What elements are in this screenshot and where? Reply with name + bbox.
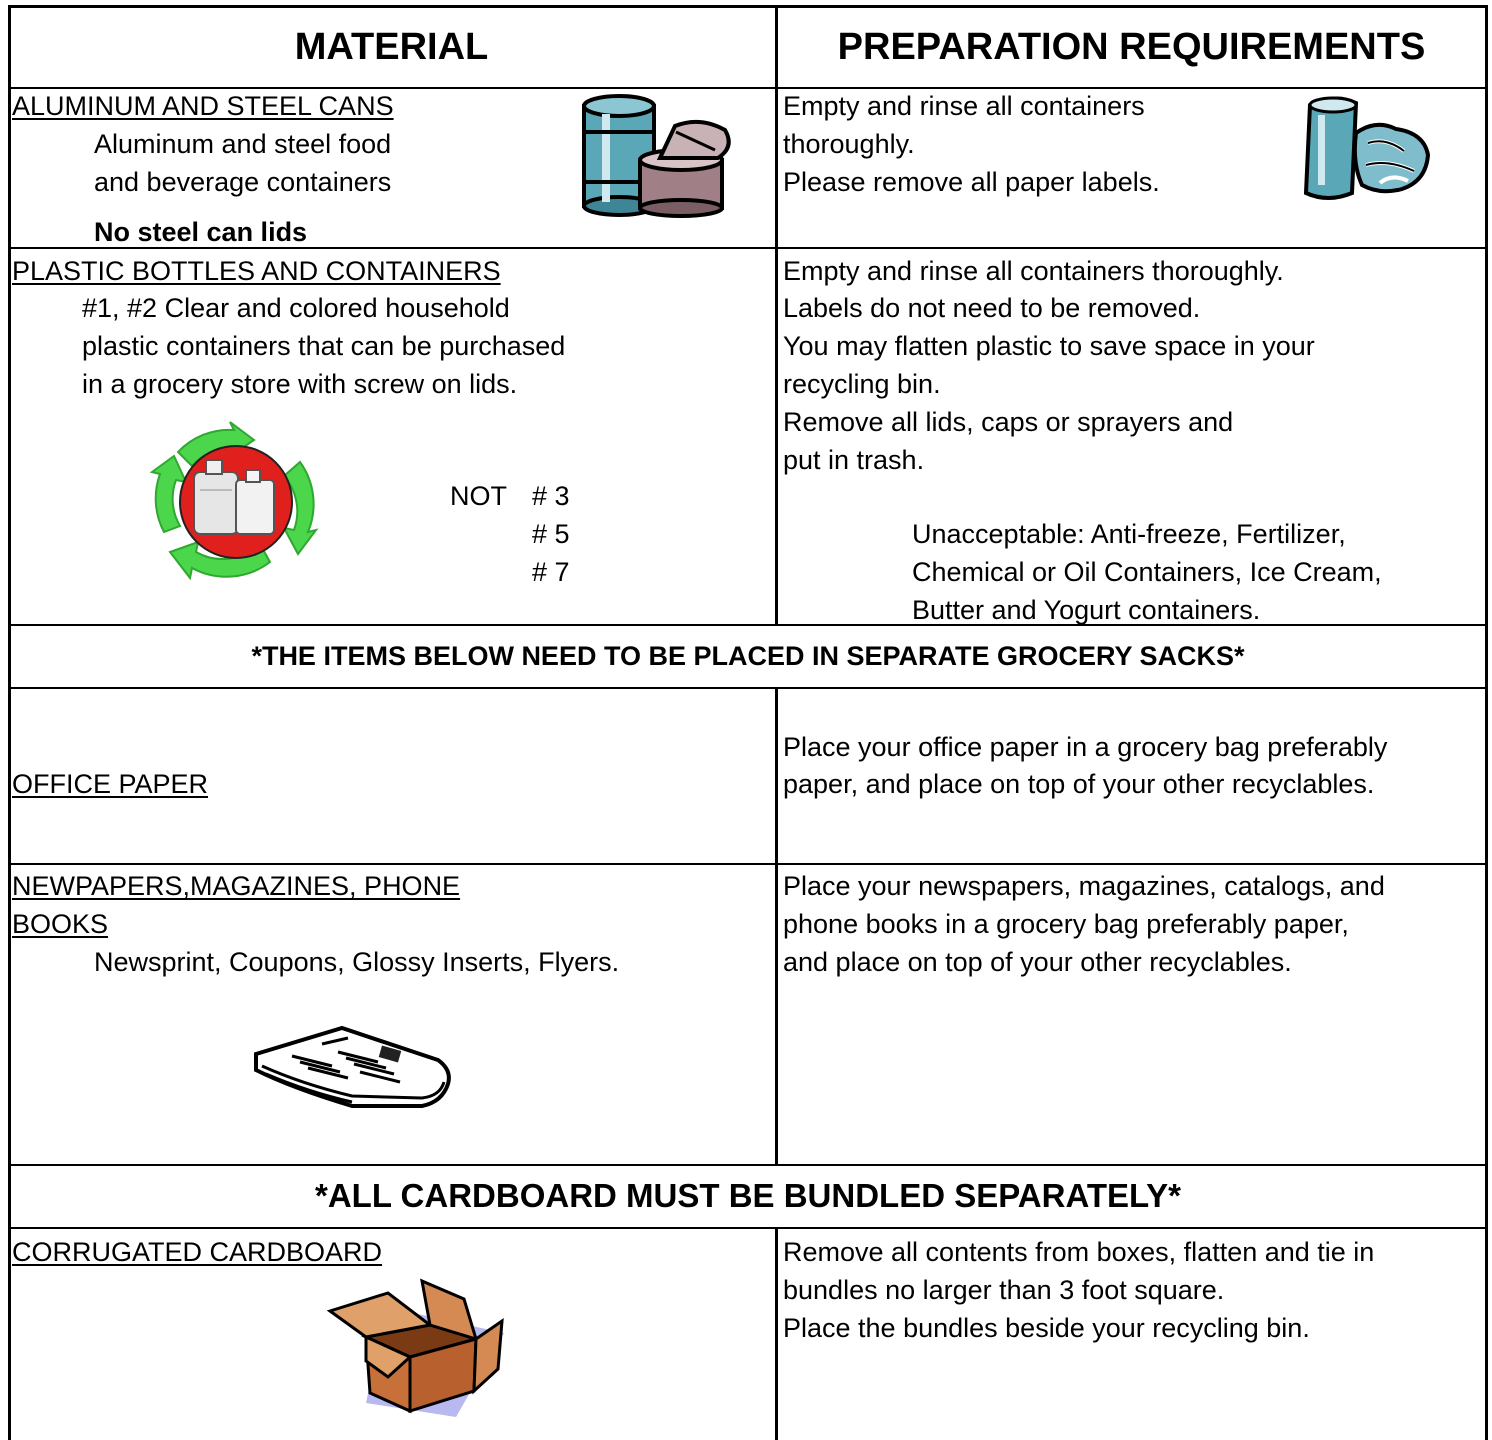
row-line-news xyxy=(8,1164,1488,1166)
newspaper-icon xyxy=(252,1026,454,1108)
row-line-plastic xyxy=(8,624,1488,626)
news-desc: Newsprint, Coupons, Glossy Inserts, Flyers. xyxy=(94,947,620,977)
column-divider-top xyxy=(775,5,778,625)
plastic-prep-line2: Labels do not need to be removed. xyxy=(783,293,1201,323)
cans-prep-line3: Please remove all paper labels. xyxy=(783,167,1160,197)
header-material: MATERIAL xyxy=(294,26,489,68)
column-divider-bottom xyxy=(775,1228,778,1440)
column-divider-middle xyxy=(775,688,778,1165)
office-prep-line1: Place your office paper in a grocery bag preferably xyxy=(783,732,1388,762)
office-prep-line2: paper, and place on top of your other recyclables. xyxy=(783,769,1375,799)
plastic-prep-line4: recycling bin. xyxy=(783,369,941,399)
office-title: OFFICE PAPER xyxy=(12,769,209,799)
banner-grocery-sacks: *THE ITEMS BELOW NEED TO BE PLACED IN SEPARATE GROCERY SACKS* xyxy=(251,641,1245,671)
cardboard-box-icon xyxy=(326,1277,510,1419)
plastic-desc-line2: plastic containers that can be purchased xyxy=(82,331,566,361)
cardboard-title: CORRUGATED CARDBOARD xyxy=(12,1237,383,1267)
news-title-line2: BOOKS xyxy=(12,909,109,939)
cans-desc-line2: and beverage containers xyxy=(94,167,392,197)
table-border-right xyxy=(1485,5,1488,1440)
plastic-not-5: # 5 xyxy=(532,519,570,549)
plastic-unacceptable-line1: Unacceptable: Anti-freeze, Fertilizer, xyxy=(912,519,1346,549)
header-preparation: PREPARATION REQUIREMENTS xyxy=(837,26,1426,68)
row-line-office xyxy=(8,863,1488,865)
plastic-not-label: NOT xyxy=(450,481,507,511)
news-title-line1: NEWPAPERS,MAGAZINES, PHONE xyxy=(12,871,461,901)
cardboard-prep-line2: bundles no larger than 3 foot square. xyxy=(783,1275,1225,1305)
crushed-can-icon xyxy=(1296,93,1436,203)
plastic-prep-line5: Remove all lids, caps or sprayers and xyxy=(783,407,1234,437)
cans-desc-line1: Aluminum and steel food xyxy=(94,129,392,159)
table-border-top xyxy=(8,5,1488,8)
table-border-left xyxy=(8,5,11,1440)
row-line-banner-cardboard xyxy=(8,1227,1488,1229)
cans-prep-line2: thoroughly. xyxy=(783,129,915,159)
plastic-prep-line6: put in trash. xyxy=(783,445,925,475)
row-line-header xyxy=(8,87,1488,89)
plastic-title: PLASTIC BOTTLES AND CONTAINERS xyxy=(12,256,501,286)
banner-cardboard: *ALL CARDBOARD MUST BE BUNDLED SEPARATELY* xyxy=(315,1177,1181,1214)
plastic-prep-line3: You may flatten plastic to save space in your xyxy=(783,331,1315,361)
plastic-not-3: # 3 xyxy=(532,481,570,511)
plastic-unacceptable-line3: Butter and Yogurt containers. xyxy=(912,595,1261,625)
cans-prep-line1: Empty and rinse all containers xyxy=(783,91,1145,121)
plastic-not-7: # 7 xyxy=(532,557,570,587)
news-prep-line2: phone books in a grocery bag preferably paper, xyxy=(783,909,1349,939)
cardboard-prep-line1: Remove all contents from boxes, flatten and tie in xyxy=(783,1237,1375,1267)
news-prep-line1: Place your newspapers, magazines, catalogs, and xyxy=(783,871,1385,901)
plastic-desc-line3: in a grocery store with screw on lids. xyxy=(82,369,518,399)
row-line-banner-sacks xyxy=(8,687,1488,689)
tin-cans-icon xyxy=(580,92,740,217)
recycle-jugs-icon xyxy=(150,422,322,580)
plastic-desc-line1: #1, #2 Clear and colored household xyxy=(82,293,510,323)
cans-title: ALUMINUM AND STEEL CANS xyxy=(12,91,394,121)
news-prep-line3: and place on top of your other recyclables. xyxy=(783,947,1292,977)
cans-note: No steel can lids xyxy=(94,217,308,247)
plastic-prep-line1: Empty and rinse all containers thoroughly. xyxy=(783,256,1284,286)
plastic-unacceptable-line2: Chemical or Oil Containers, Ice Cream, xyxy=(912,557,1382,587)
cardboard-prep-line3: Place the bundles beside your recycling bin. xyxy=(783,1313,1310,1343)
